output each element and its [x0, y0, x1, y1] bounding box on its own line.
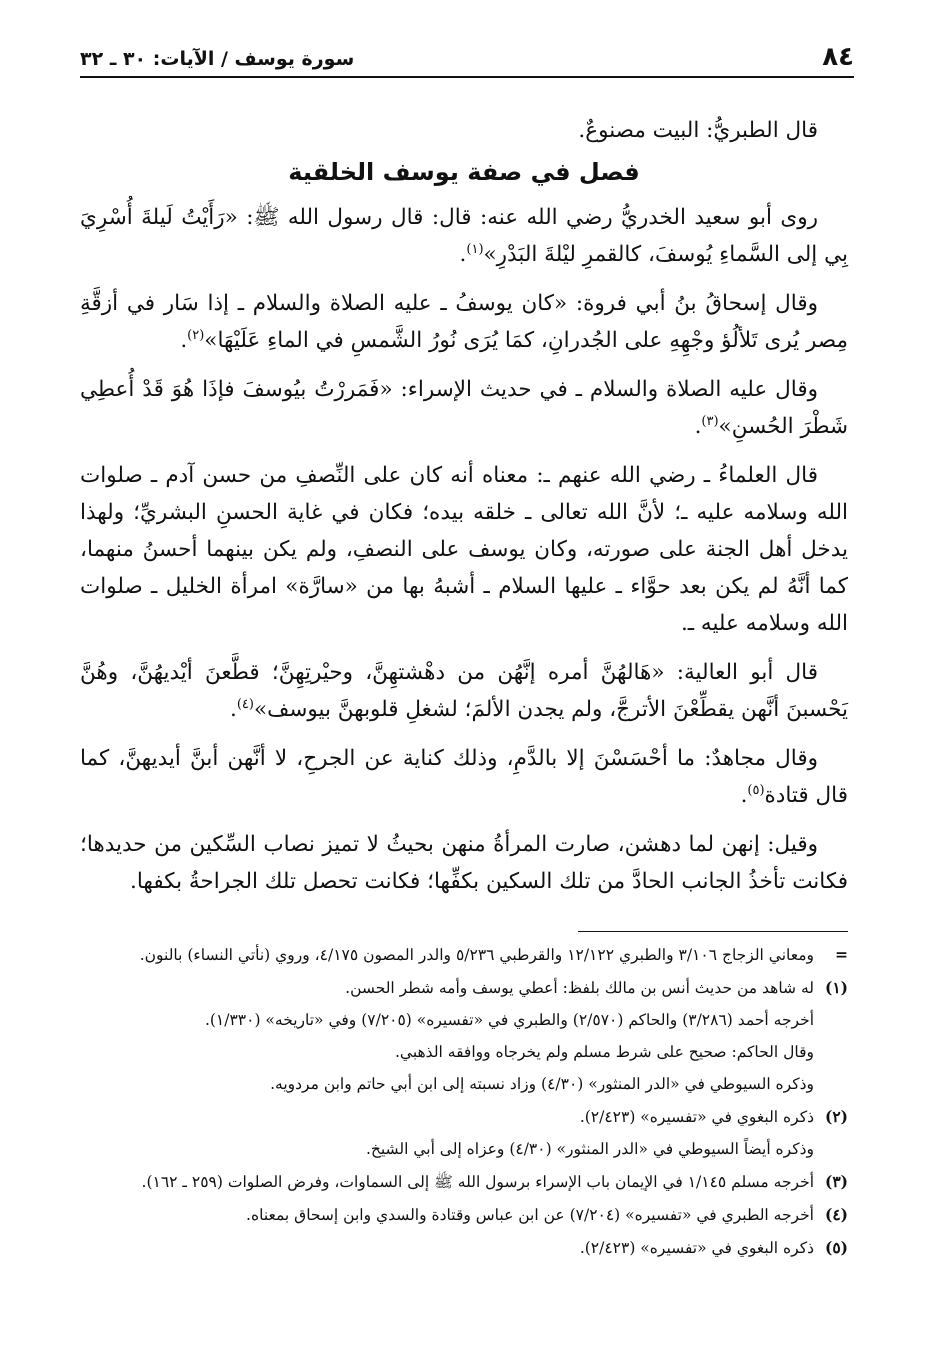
footnote-line: وقال الحاكم: صحيح على شرط مسلم ولم يخرجاه ووافقه الذهبي.	[394, 1043, 814, 1061]
paragraph: قال العلماءُ ـ رضي الله عنهم ـ: معناه أنه كان على النِّصفِ من حسن آدم ـ صلوات الله وسلامه عليه ـ؛ لأنَّ الله تعالى ـ خلقه بيده؛ فكان في غاية الحسنِ البشريِّ؛ ولهذا يدخل أهل الجنة على صورته، وكان يوسف على النصفِ، ولم يكن بينهما أحسنُ منهما، كما أنَّهُ لم يكن بعد حوَّاء ـ عليها السلام ـ أشبهُ بها من «سارَّة» امرأة الخليل ـ صلوات الله وسلامه عليه ـ.	[80, 463, 848, 636]
footnote-separator	[578, 931, 848, 932]
footnote-line: وذكره أيضاً السيوطي في «الدر المنثور» (٤/٣٠) وعزاه إلى أبي الشيخ.	[365, 1140, 814, 1158]
footnote: (١)له شاهد من حديث أنس بن مالك بلفظ: أعطي يوسف وأمه شطر الحسن.	[345, 978, 848, 997]
footnote-line: وذكره السيوطي في «الدر المنثور» (٤/٣٠) وزاد نسبته إلى ابن أبي حاتم وابن مردويه.	[270, 1075, 814, 1093]
footnote: (٥)ذكره البغوي في «تفسيره» (٢/٤٢٣).	[579, 1238, 848, 1257]
paragraph: وقيل: إنهن لما دهشن، صارت المرأةُ منهن بحيثُ لا تميز نصاب السِّكين من حديدها؛ فكانت تأخذُ الجانب الحادَّ من تلك السكين بكفِّها؛ فكانت تحصل تلك الجراحةُ بكفها.	[80, 832, 848, 894]
paragraph: وقال مجاهدٌ: ما أحْسَسْنَ إلا بالدَّمِ، وذلك كناية عن الجرحِ، لا أنَّهن أبنَّ أيديهنَّ، كما قال قتادة$^{(٥)}$.	[80, 746, 848, 808]
page-header	[80, 40, 854, 78]
footnote-line: أخرجه أحمد (٣/٢٨٦) والحاكم (٢/٥٧٠) والطبري في «تفسيره» (٧/٢٠٥) وفي «تاريخه» (١/٣٣٠).	[204, 1011, 814, 1029]
paragraph: وقال عليه الصلاة والسلام ـ في حديث الإسراء: «فَمَررْتُ بيُوسفَ فإذَا هُوَ قَدْ أُعطِي شَطْرَ الحُسنِ»$^{(٣)}$.	[80, 377, 848, 439]
footnote-ref: (٢)	[187, 327, 205, 343]
paragraph: قال أبو العالية: «هَالهُنَّ أمره إنَّهُن من دهْشتهِنَّ، وحيْرتِهِنَّ؛ قطَّعنَ أيْديهُنَّ، وهُنَّ يَحْسبنَ أنَّهن يقطِّعْنَ الأترجَّ، ولم يجدن الألمَ؛ لشغلِ قلوبهنَّ بيوسف»$^{(٤)}$.	[80, 660, 848, 722]
paragraph: روى أبو سعيد الخدريُّ رضي الله عنه: قال: قال رسول الله ﷺ: «رَأَيْتُ لَيلةَ أُسْرِيَ بِي إلى السَّماءِ يُوسفَ، كالقمرِ ليْلةَ البَدْرِ»$^{(١)}$.	[80, 205, 848, 267]
intro-line: قال الطبريُّ: البيت مصنوعٌ.	[578, 118, 818, 143]
footnotes	[80, 941, 848, 1267]
footnote: (٢)ذكره البغوي في «تفسيره» (٢/٤٢٣).	[579, 1107, 848, 1126]
section-title: فصل في صفة يوسف الخلقية	[288, 158, 640, 186]
footnote: (٣)أخرجه مسلم ١/١٤٥ في الإيمان باب الإسراء برسول الله ﷺ إلى السماوات، وفرض الصلوات (٢٥٩ ـ ١٦٢).	[141, 1172, 848, 1191]
footnote: =ومعاني الزجاج ٣/١٠٦ والطبري ١٢/١٢٢ والقرطبي ٥/٢٣٦ والدر المصون ٤/١٧٥، وروي (نأتي النساء) بالنون.	[139, 945, 848, 964]
footnote-ref: (١)	[466, 241, 484, 257]
main-text	[80, 112, 848, 912]
page-number: ٨٤	[822, 42, 854, 72]
footnote-ref: (٥)	[747, 782, 765, 798]
footnote-ref: (٣)	[701, 413, 719, 429]
footnote-ref: (٤)	[236, 696, 254, 712]
footnote: (٤)أخرجه الطبري في «تفسيره» (٧/٢٠٤) عن ابن عباس وقتادة والسدي وابن إسحاق بمعناه.	[246, 1205, 848, 1224]
running-title: سورة يوسف / الآيات: ٣٠ ـ ٣٢	[80, 48, 355, 70]
paragraph: وقال إسحاقُ بنُ أبي فروة: «كان يوسفُ ـ عليه الصلاة والسلام ـ إذا سَار في أزقَّةِ مِصر يُرى تَلألُؤ وجْهِهِ على الجُدرانِ، كمَا يُرَى نُورُ الشَّمسِ في الماءِ عَلَيْهَا»$^{(٢)}$.	[80, 291, 848, 353]
